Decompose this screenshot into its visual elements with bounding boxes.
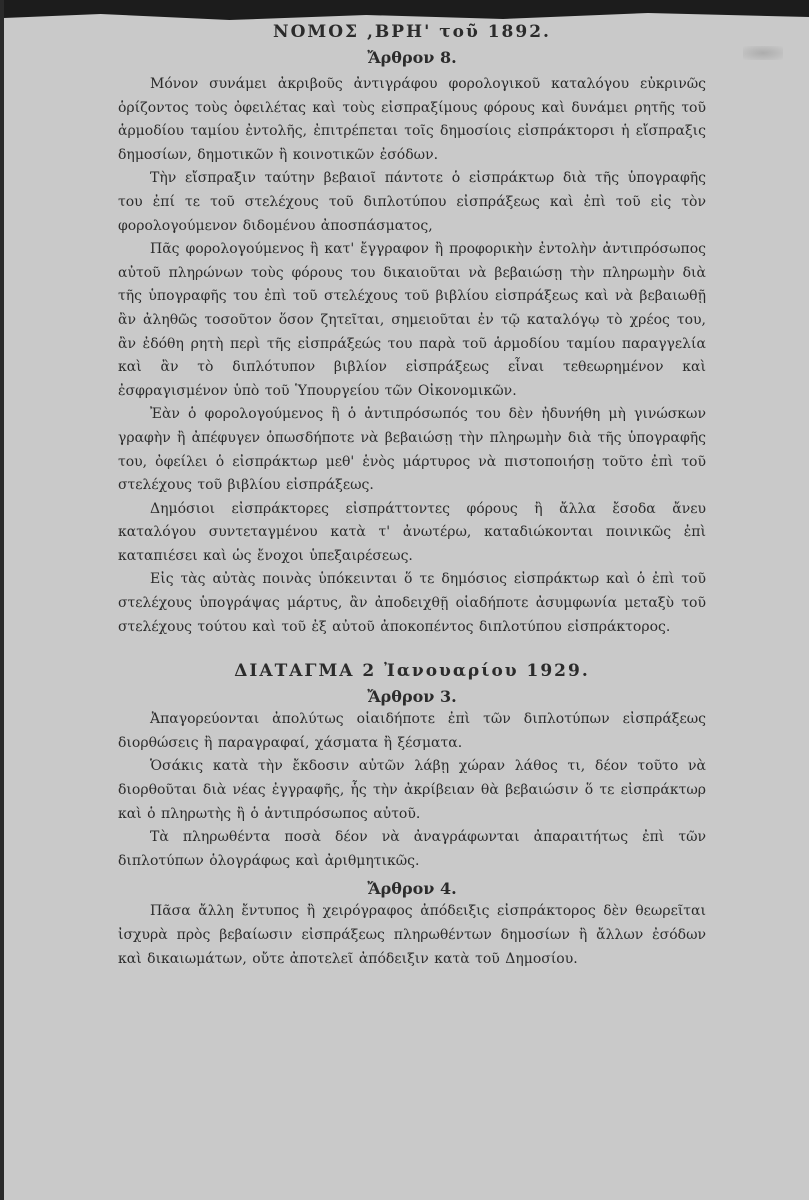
decree-paragraph-2: Ὁσάκις κατὰ τὴν ἔκδοσιν αὐτῶν λάβῃ χώραν λάθος τι, δέον τοῦτο νὰ διορθοῦται διὰ νέας ἐγγραφῆς, ἧς τὴν ἀκρίβειαν θὰ βεβαιώσιν ὅ τε εἰσπράκτωρ καὶ ὁ πληρωτὴς ἢ ὁ ἀντιπρόσωπος αὐτοῦ. <box>118 758 706 822</box>
law-paragraph-5: Δημόσιοι εἰσπράκτορες εἰσπράττοντες φόρους ἢ ἄλλα ἔσοδα ἄνευ καταλόγου συντεταγμένου κατὰ τ' ἀνωτέρω, καταδιώκονται ποινικῶς ἐπὶ καταπιέσει καὶ ὡς ἔνοχοι ὑπεξαιρέσεως. <box>118 500 706 564</box>
article-8-heading: Ἄρθρον 8. <box>367 48 457 67</box>
decree-paragraph-3: Τὰ πληρωθέντα ποσὰ δέον νὰ ἀναγράφωνται ἀπαραιτήτως ἐπὶ τῶν διπλοτύπων ὁλογράφως καὶ ἀριθμητικῶς. <box>118 829 706 869</box>
article-3-heading: Ἄρθρον 3. <box>367 687 457 707</box>
page-stain <box>743 46 783 60</box>
decree-title: ΔΙΑΤΑΓΜΑ 2 Ἰανουαρίου 1929. <box>234 661 590 682</box>
decree-article-4-body <box>118 900 706 971</box>
decree-article-3-body <box>118 708 706 873</box>
law-title: ΝΟΜΟΣ ,ΒΡΗ' τοῦ 1892. <box>273 22 551 42</box>
law-paragraph-6: Εἰς τὰς αὐτὰς ποινὰς ὑπόκεινται ὅ τε δημόσιος εἰσπράκτωρ καὶ ὁ ἐπὶ τοῦ στελέχους ὑπογράψας μάρτυς, ἂν ἀποδειχθῇ οἱαδήποτε ἀσυμφωνία μεταξὺ τοῦ στελέχους τούτου καὶ τοῦ ἐξ αὐτοῦ ἀποκοπέντος διπλοτύπου εἰσπράκτορος. <box>118 571 706 635</box>
document-text <box>118 20 706 971</box>
law-paragraph-1: Μόνον συνάμει ἀκριβοῦς ἀντιγράφου φορολογικοῦ καταλόγου εὐκρινῶς ὁρίζοντος τοὺς ὀφειλέτας καὶ τοὺς εἰσπραξίμους φόρους καὶ δυνάμει ρητῆς τοῦ ἁρμοδίου ταμίου ἐντολῆς, ἐπιτρέπεται τοῖς δημοσίοις εἰσπράκτορσι ἡ εἴσπραξις δημοσίων, δημοτικῶν ἢ κοινοτικῶν ἐσόδων. <box>118 76 706 163</box>
scan-edge <box>0 0 4 1200</box>
law-paragraph-2: Τὴν εἴσπραξιν ταύτην βεβαιοῖ πάντοτε ὁ εἰσπράκτωρ διὰ τῆς ὑπογραφῆς του ἐπί τε τοῦ στελέχους τοῦ διπλοτύπου εἰσπράξεως καὶ ἐπὶ τοῦ εἰς τὸν φορολογούμενον διδομένου ἀποσπάσματος, <box>118 170 706 234</box>
law-body <box>118 73 706 639</box>
law-paragraph-3: Πᾶς φορολογούμενος ἢ κατ' ἔγγραφον ἢ προφορικὴν ἐντολὴν ἀντιπρόσωπος αὐτοῦ πληρώνων τοὺς φόρους του δικαιοῦται νὰ βεβαιώσῃ τὴν πληρωμὴν διὰ τῆς ὑπογραφῆς του ἐπὶ τοῦ στελέχους τοῦ βιβλίου εἰσπράξεως καὶ νὰ βεβαιωθῇ ἂν ἀληθῶς τοσοῦτον ὅσον ζητεῖται, σημειοῦται ἐν τῷ καταλόγῳ τὸ χρέος του, ἂν ἐδόθη ρητὴ περὶ τῆς εἰσπράξεώς του παρὰ τοῦ ἁρμοδίου ταμίου παραγγελία καὶ ἂν τὸ διπλότυπον βιβλίον εἰσπράξεως εἶναι τεθεωρημένον καὶ ἐσφραγισμένον ὑπὸ τοῦ Ὑπουργείου τῶν Οἰκονομικῶν. <box>118 241 706 399</box>
law-paragraph-4: Ἐὰν ὁ φορολογούμενος ἢ ὁ ἀντιπρόσωπός του δὲν ἠδυνήθη μὴ γινώσκων γραφὴν ἢ ἀπέφυγεν ὁπωσδήποτε νὰ βεβαιώσῃ τὴν πληρωμὴν διὰ τῆς ὑπογραφῆς του, ὀφείλει ὁ εἰσπράκτωρ μεθ' ἑνὸς μάρτυρος νὰ πιστοποιήσῃ τοῦτο ἐπὶ τοῦ στελέχους τοῦ βιβλίου εἰσπράξεως. <box>118 406 706 494</box>
decree-paragraph-4: Πᾶσα ἄλλη ἔντυπος ἢ χειρόγραφος ἀπόδειξις εἰσπράκτορος δὲν θεωρεῖται ἰσχυρὰ πρὸς βεβαίωσιν εἰσπράξεως πληρωθέντων δημοσίων ἢ ἄλλων ἐσόδων καὶ δικαιωμάτων, οὔτε ἀποτελεῖ ἀπόδειξιν κατὰ τοῦ Δημοσίου. <box>118 903 706 967</box>
article-4-heading: Ἄρθρον 4. <box>367 879 457 899</box>
decree-paragraph-1: Ἀπαγορεύονται ἀπολύτως οἱαιδήποτε ἐπὶ τῶν διπλοτύπων εἰσπράξεως διορθώσεις ἢ παραγραφαί, χάσματα ἢ ξέσματα. <box>118 711 706 751</box>
